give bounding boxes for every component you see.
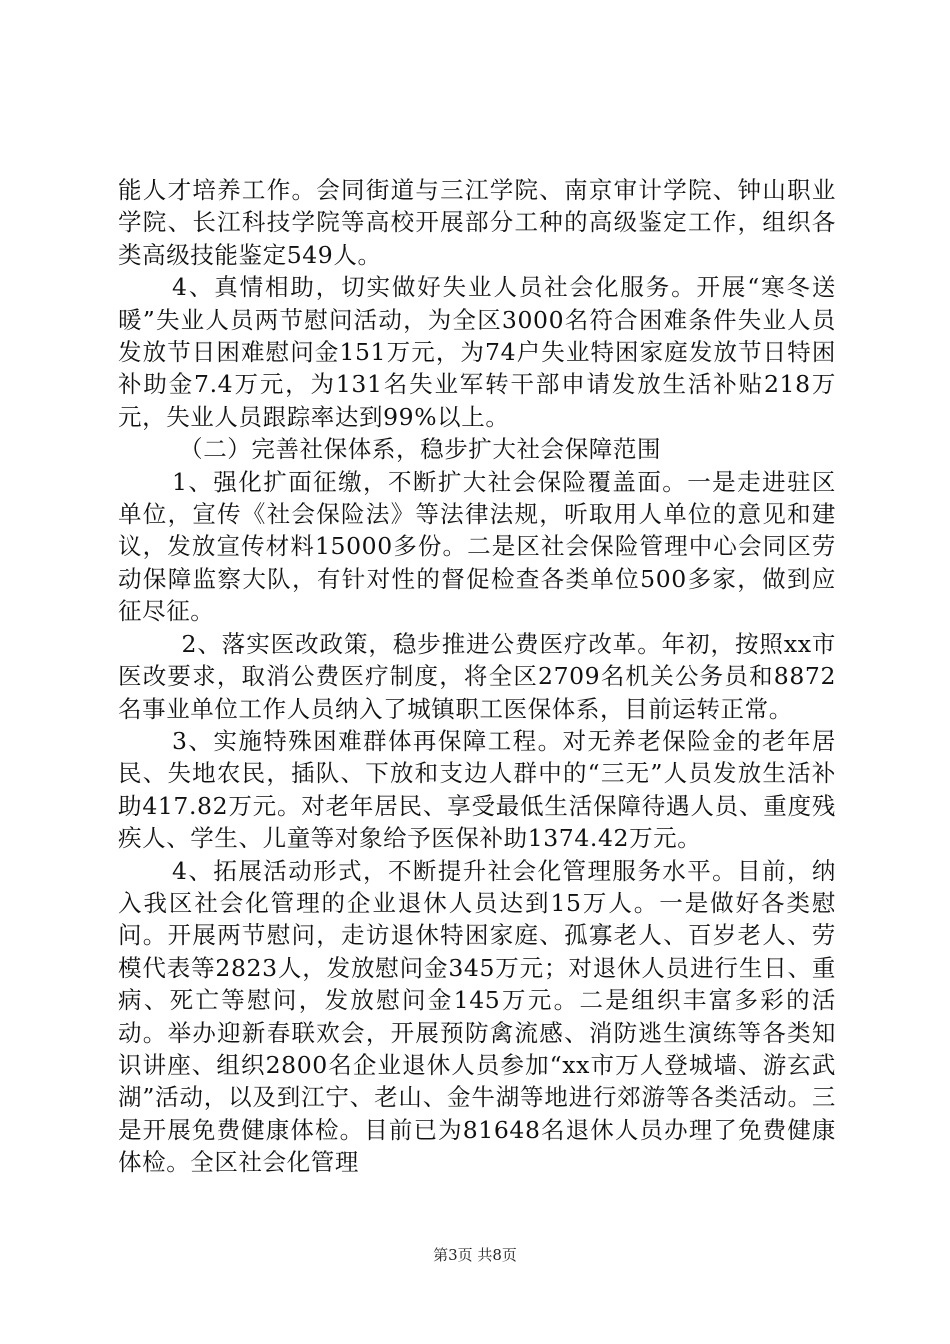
paragraph-medical-reform: 2、落实医改政策，稳步推进公费医疗改革。年初，按照xx市医改要求，取消公费医疗制度，将全区2709名机关公务员和8872名事业单位工作人员纳入了城镇职工医保体系，目前运转正常。 — [118, 629, 836, 723]
paragraph-social-management: 4、拓展活动形式，不断提升社会化管理服务水平。目前，纳入我区社会化管理的企业退休人员达到15万人。一是做好各类慰问。开展两节慰问，走访退休特困家庭、孤寡老人、百岁老人、劳模代表等2823人，发放慰问金345万元；对退休人员进行生日、重病、死亡等慰问，发放慰问金145万元。二是组织丰富多彩的活动。举办迎新春联欢会，开展预防禽流感、消防逃生演练等各类知识讲座、组织2800名企业退休人员参加“xx市万人登城墙、游玄武湖”活动，以及到江宁、老山、金牛湖等地进行郊游等各类活动。三是开展免费健康体检。目前已为81648名退休人员办理了免费健康体检。全区社会化管理 — [118, 856, 836, 1177]
paragraph-continuation: 能人才培养工作。会同街道与三江学院、南京审计学院、钟山职业学院、长江科技学院等高校开展部分工种的高级鉴定工作，组织各类高级技能鉴定549人。 — [118, 176, 836, 269]
document-body — [118, 174, 836, 1179]
page-number-footer: 第3页 共8页 — [433, 1246, 517, 1264]
paragraph-unemployment-service: 4、真情相助，切实做好失业人员社会化服务。开展“寒冬送暖”失业人员两节慰问活动，为全区3000名符合困难条件失业人员发放节日困难慰问金151万元，为74户失业特困家庭发放节日特困补助金7.4万元，为131名失业军转干部申请发放生活补贴218万元，失业人员跟踪率达到99%以上。 — [118, 273, 836, 431]
paragraph-special-groups: 3、实施特殊困难群体再保障工程。对无养老保险金的老年居民、失地农民，插队、下放和支边人群中的“三无”人员发放生活补助417.82万元。对老年居民、享受最低生活保障待遇人员、重度残疾人、学生、儿童等对象给予医保补助1374.42万元。 — [118, 726, 836, 853]
section-heading-social-security: （二）完善社保体系，稳步扩大社会保障范围 — [179, 435, 662, 464]
paragraph-insurance-coverage: 1、强化扩面征缴，不断扩大社会保险覆盖面。一是走进驻区单位，宣传《社会保险法》等法律法规，听取用人单位的意见和建议，发放宣传材料15000多份。二是区社会保险管理中心会同区劳动保障监察大队，有针对性的督促检查各类单位500多家，做到应征尽征。 — [118, 467, 836, 626]
